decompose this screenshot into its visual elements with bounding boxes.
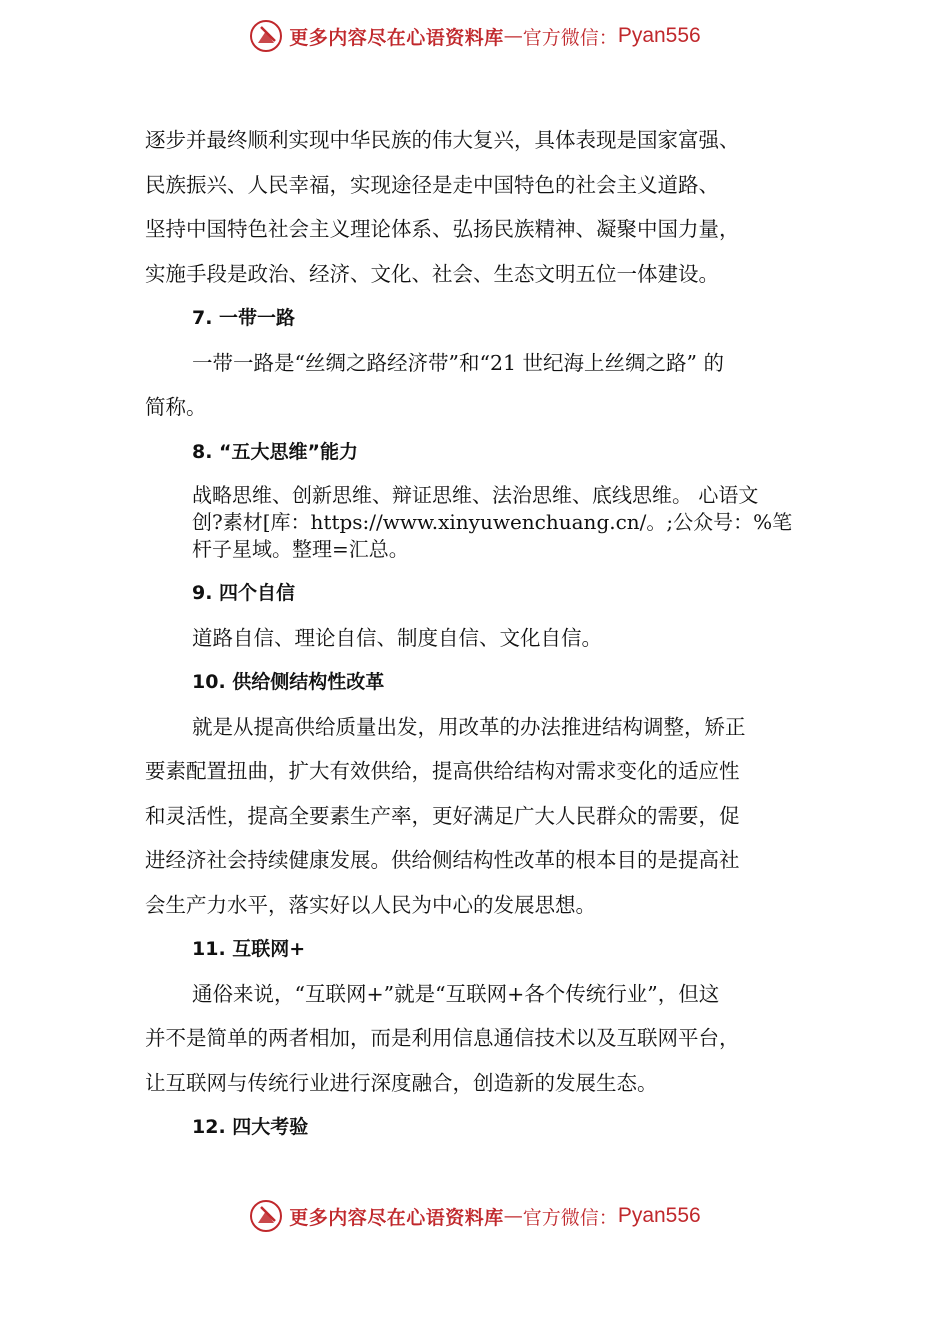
- section-line: 就是从提高供给质量出发，用改革的办法推进结构调整，矫正: [192, 714, 746, 739]
- banner-dash: —: [503, 25, 523, 47]
- section-body-10: [145, 705, 835, 928]
- section-heading-8: 8. “五大思维”能力: [192, 440, 359, 463]
- wechat-label: 官方微信：: [522, 26, 618, 49]
- intro-line: 逐步并最终顺利实现中华民族的伟大复兴，具体表现是国家富强、: [145, 128, 740, 152]
- intro-line: 实施手段是政治、经济、文化、社会、生态文明五位一体建设。: [145, 261, 719, 286]
- wechat-label: 官方微信：: [522, 1206, 618, 1229]
- section-body-11: [145, 972, 835, 1106]
- section-heading-7: 7. 一带一路: [192, 307, 296, 329]
- brand-text: 更多内容尽在心语资料库: [289, 1206, 504, 1229]
- wechat-id: Pyan556: [617, 24, 701, 47]
- section-line: 要素配置扭曲，扩大有效供给，提高供给结构对需求变化的适应性: [145, 759, 740, 783]
- section-body-7: [145, 341, 835, 430]
- section-line: 和灵活性，提高全要素生产率，更好满足广大人民群众的需要，促: [145, 803, 740, 828]
- intro-line: 民族振兴、人民幸福，实现途径是走中国特色的社会主义道路、: [145, 172, 719, 197]
- intro-paragraph: [145, 118, 835, 296]
- footer-banner: [0, 1196, 950, 1236]
- section-line: 一带一路是“丝绸之路经济带”和“21 世纪海上丝绸之路” 的: [192, 350, 725, 375]
- section-line: 进经济社会持续健康发展。供给侧结构性改革的根本目的是提高社: [145, 848, 740, 872]
- section-line: 创?素材[库：https://www.xinyuwenchuang.cn/。;公众号：%笔: [192, 510, 793, 534]
- section-heading-10: 10. 供给侧结构性改革: [192, 671, 385, 693]
- section-line: 杆子星域。整理=汇总。: [192, 537, 409, 561]
- document-body: [145, 118, 835, 1150]
- section-line: 通俗来说，“互联网+”就是“互联网+各个传统行业”，但这: [192, 981, 720, 1006]
- header-banner: [0, 16, 950, 56]
- intro-line: 坚持中国特色社会主义理论体系、弘扬民族精神、凝聚中国力量，: [145, 217, 740, 241]
- book-quill-logo-icon: [249, 1199, 283, 1233]
- brand-text: 更多内容尽在心语资料库: [289, 26, 504, 49]
- section-line: 并不是简单的两者相加，而是利用信息通信技术以及互联网平台，: [145, 1026, 740, 1050]
- section-heading-11: 11. 互联网+: [192, 938, 306, 960]
- book-quill-logo-icon: [249, 19, 283, 53]
- wechat-id: Pyan556: [617, 1204, 701, 1227]
- section-heading-12: 12. 四大考验: [192, 1116, 309, 1138]
- section-line: 让互联网与传统行业进行深度融合，创造新的发展生态。: [145, 1070, 658, 1095]
- section-line: 战略思维、创新思维、辩证思维、法治思维、底线思维。 心语文: [192, 483, 759, 507]
- section-heading-9: 9. 四个自信: [192, 582, 296, 604]
- section-body-9: [145, 616, 835, 661]
- banner-dash: —: [503, 1205, 523, 1227]
- section-line: 会生产力水平，落实好以人民为中心的发展思想。: [145, 892, 596, 917]
- section-body-8: [145, 474, 835, 571]
- section-line: 道路自信、理论自信、制度自信、文化自信。: [192, 625, 602, 650]
- section-line: 简称。: [145, 395, 207, 419]
